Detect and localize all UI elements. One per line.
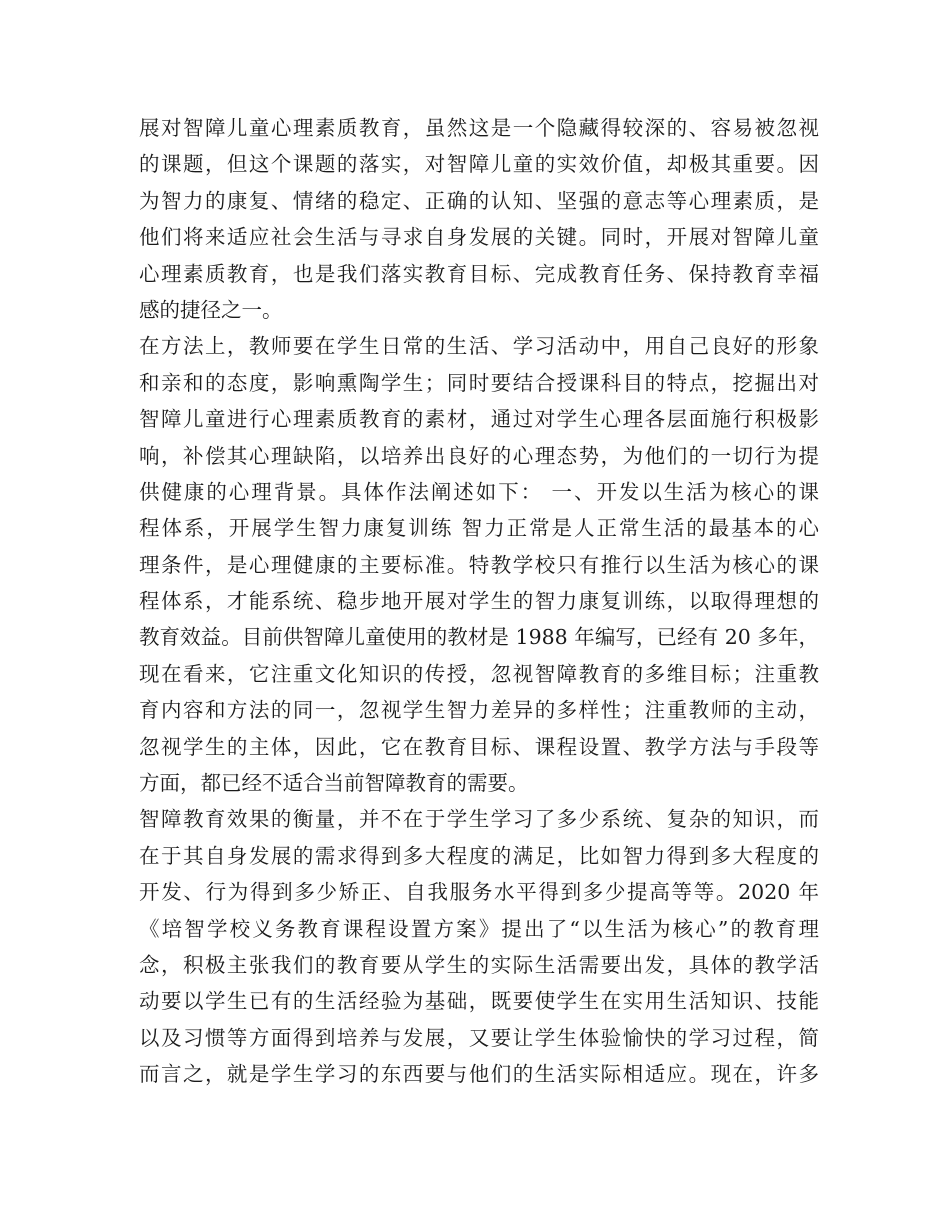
text-line: 的课题，但这个课题的落实，对智障儿童的实效价值，却极其重要。因	[139, 152, 819, 177]
body-text	[139, 110, 819, 1093]
text-line: 和亲和的态度，影响熏陶学生；同时要结合授课科目的特点，挖掘出对	[139, 370, 819, 395]
text-line: 念，积极主张我们的教育要从学生的实际生活需要出发，具体的教学活	[139, 952, 819, 977]
text-line: 程体系，开展学生智力康复训练 智力正常是人正常生活的最基本的心	[139, 516, 819, 541]
text-line: 《培智学校义务教育课程设置方案》提出了“以生活为核心”的教育理	[139, 916, 819, 941]
text-line: 在于其自身发展的需求得到多大程度的满足，比如智力得到多大程度的	[139, 843, 819, 868]
text-line: 忽视学生的主体，因此，它在教育目标、课程设置、教学方法与手段等	[139, 734, 819, 759]
text-line: 在方法上，教师要在学生日常的生活、学习活动中，用自己良好的形象	[139, 334, 819, 359]
text-line: 方面，都已经不适合当前智障教育的需要。	[139, 771, 529, 796]
text-line: 以及习惯等方面得到培养与发展，又要让学生体验愉快的学习过程，简	[139, 1025, 819, 1050]
text-line: 心理素质教育，也是我们落实教育目标、完成教育任务、保持教育幸福	[139, 261, 819, 286]
text-line: 为智力的康复、情绪的稳定、正确的认知、坚强的意志等心理素质，是	[139, 188, 819, 213]
text-line: 响，补偿其心理缺陷，以培养出良好的心理态势，为他们的一切行为提	[139, 443, 819, 468]
text-line: 开发、行为得到多少矫正、自我服务水平得到多少提高等等。2020 年	[139, 880, 819, 905]
text-line: 他们将来适应社会生活与寻求自身发展的关键。同时，开展对智障儿童	[139, 225, 819, 250]
text-line: 智障儿童进行心理素质教育的素材，通过对学生心理各层面施行积极影	[139, 407, 819, 432]
text-line: 程体系，才能系统、稳步地开展对学生的智力康复训练，以取得理想的	[139, 589, 819, 614]
text-line: 展对智障儿童心理素质教育，虽然这是一个隐藏得较深的、容易被忽视	[139, 116, 819, 140]
text-line: 而言之，就是学生学习的东西要与他们的生活实际相适应。现在，许多	[139, 1062, 819, 1087]
text-line: 供健康的心理背景。具体作法阐述如下： 一、开发以生活为核心的课	[139, 479, 819, 504]
text-line: 现在看来，它注重文化知识的传授，忽视智障教育的多维目标；注重教	[139, 661, 819, 686]
text-line: 动要以学生已有的生活经验为基础，既要使学生在实用生活知识、技能	[139, 989, 819, 1014]
text-line: 感的捷径之一。	[139, 297, 283, 322]
text-line: 教育效益。目前供智障儿童使用的教材是 1988 年编写，已经有 20 多年，	[139, 625, 819, 650]
text-line: 理条件，是心理健康的主要标准。特教学校只有推行以生活为核心的课	[139, 552, 819, 577]
text-line: 育内容和方法的同一，忽视学生智力差异的多样性；注重教师的主动，	[139, 698, 819, 723]
text-line: 智障教育效果的衡量，并不在于学生学习了多少系统、复杂的知识，而	[139, 807, 819, 832]
